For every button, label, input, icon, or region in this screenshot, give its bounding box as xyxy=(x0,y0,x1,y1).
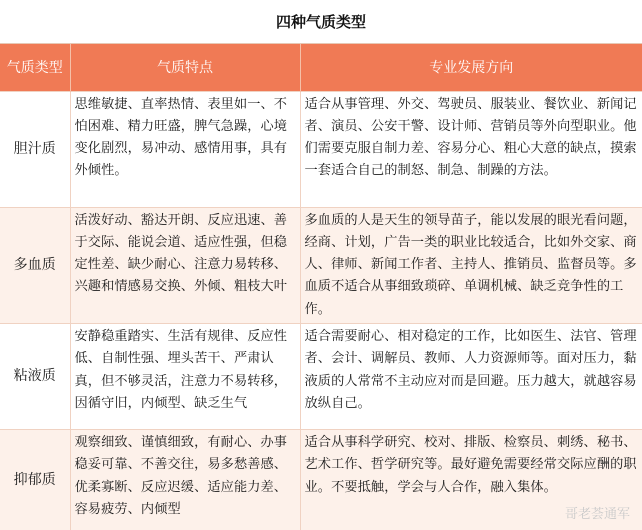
header-career: 专业发展方向 xyxy=(300,44,642,91)
career-cell: 多血质的人是天生的领导苗子，能以发展的眼光看问题，经商、计划，广告一类的职业比较适合，比如外交家、商人、律师、新闻工作者、主持人、推销员、监督员等。多血质不适合从事细致琐碎、单调机械、缺乏竞争性的工作。 xyxy=(300,207,642,323)
table-row xyxy=(0,207,642,323)
table-header-row xyxy=(0,44,642,91)
watermark: 哥老荟通军 xyxy=(564,507,630,522)
type-cell: 胆汁质 xyxy=(0,91,70,207)
traits-cell: 安静稳重踏实、生活有规律、反应性低、自制性强、埋头苦干、严肃认真，但不够灵活，注意力不易转移，因循守旧，内倾型、缺乏生气 xyxy=(70,323,300,429)
table-row xyxy=(0,323,642,429)
table-row xyxy=(0,429,642,530)
temperament-table xyxy=(0,44,642,530)
traits-cell: 观察细致、谨慎细致，有耐心、办事稳妥可靠、不善交往，易多愁善感、优柔寡断、反应迟缓、适应能力差、容易疲劳、内倾型 xyxy=(70,429,300,530)
header-type: 气质类型 xyxy=(0,44,70,91)
table-title: 四种气质类型 xyxy=(0,0,642,44)
header-traits: 气质特点 xyxy=(70,44,300,91)
traits-cell: 思维敏捷、直率热情、表里如一、不怕困难、精力旺盛，脾气急躁，心境变化剧烈，易冲动、感情用事，具有外倾性。 xyxy=(70,91,300,207)
type-cell: 粘液质 xyxy=(0,323,70,429)
career-cell: 适合需要耐心、相对稳定的工作，比如医生、法官、管理者、会计、调解员、教师、人力资源师等。面对压力，黏液质的人常常不主动应对而是回避。压力越大，就越容易放纵自己。 xyxy=(300,323,642,429)
career-cell: 适合从事管理、外交、驾驶员、服装业、餐饮业、新闻记者、演员、公安干警、设计师、营销员等外向型职业。他们需要克服自制力差、容易分心、粗心大意的缺点，摸索一套适合自己的制怒、制急、制躁的方法。 xyxy=(300,91,642,207)
table-row xyxy=(0,91,642,207)
type-cell: 抑郁质 xyxy=(0,429,70,530)
career-cell: 适合从事科学研究、校对、排版、检察员、刺绣、秘书、艺术工作、哲学研究等。最好避免需要经常交际应酬的职业。不要抵触，学会与人合作，融入集体。 xyxy=(300,429,642,530)
type-cell: 多血质 xyxy=(0,207,70,323)
traits-cell: 活泼好动、豁达开朗、反应迅速、善于交际、能说会道、适应性强，但稳定性差、缺少耐心、注意力易转移、兴趣和情感易交换、外倾、粗枝大叶 xyxy=(70,207,300,323)
